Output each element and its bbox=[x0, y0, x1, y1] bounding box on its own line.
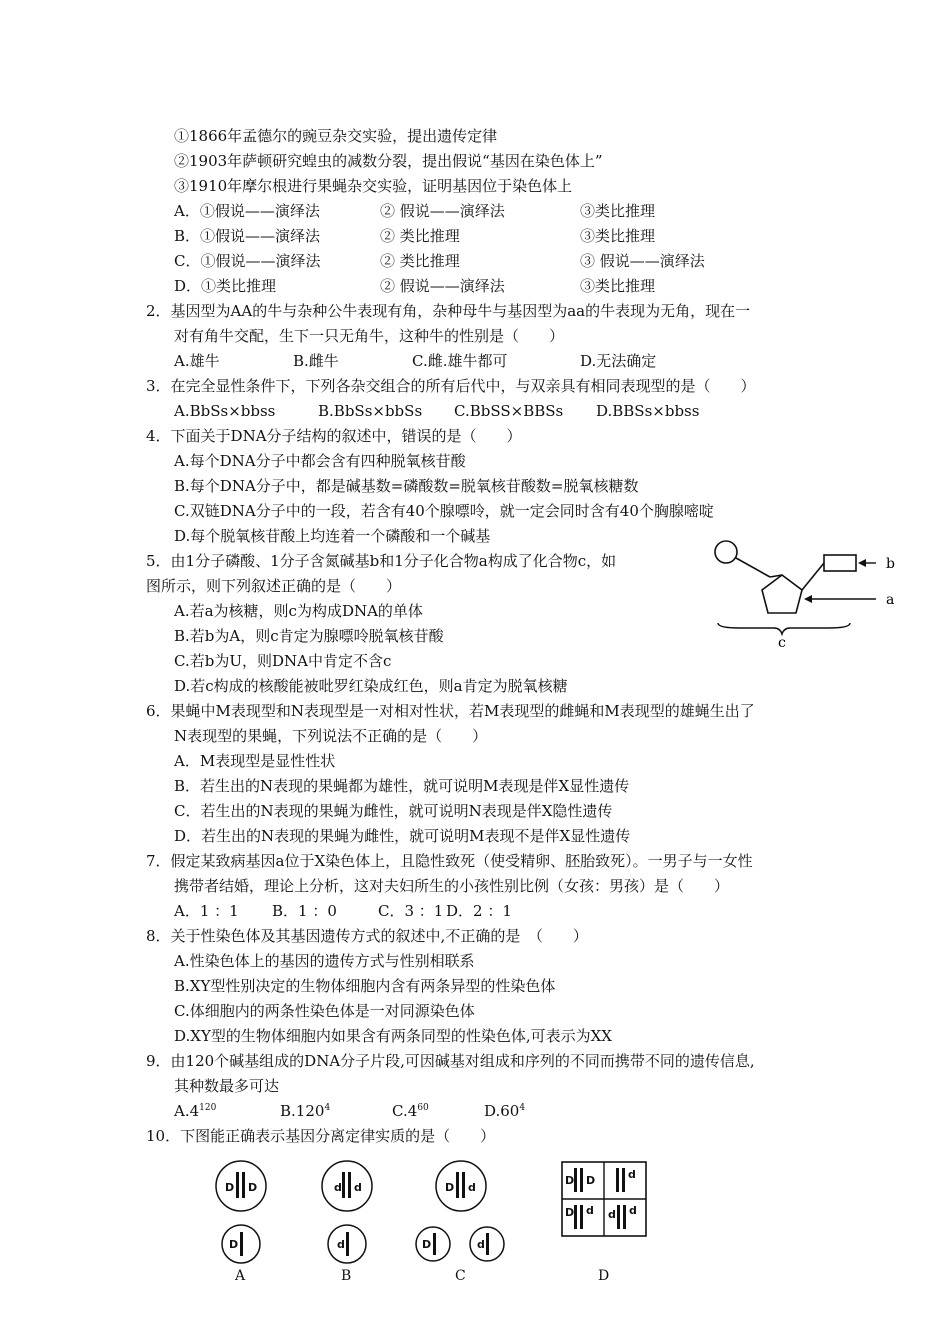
q8-option-d: D.XY型的生物体细胞内如果含有两条同型的性染色体,可表示为XX bbox=[174, 1027, 612, 1045]
q9-option-c: $C.4^{60}$ bbox=[392, 1102, 429, 1120]
q2-option-d: D.无法确定 bbox=[580, 352, 657, 370]
svg-text:d: d bbox=[628, 1168, 636, 1181]
q1-option-c-3: ③ 假说——演绎法 bbox=[580, 252, 705, 270]
q8-option-a: A.性染色体上的基因的遗传方式与性别相联系 bbox=[174, 952, 475, 970]
label-b: b bbox=[886, 556, 895, 572]
q1-option-d-3: ③类比推理 bbox=[580, 277, 656, 295]
svg-text:D: D bbox=[586, 1174, 596, 1187]
svg-text:d: d bbox=[337, 1238, 345, 1251]
q1-stem-3: ③1910年摩尔根进行果蝇杂交实验，证明基因位于染色体上 bbox=[174, 177, 573, 195]
q5-option-b: B.若b为A，则c肯定为腺嘌呤脱氧核苷酸 bbox=[174, 627, 444, 645]
q4-option-c: C.双链DNA分子中的一段，若含有40个腺嘌呤，就一定会同时含有40个胸腺嘧啶 bbox=[174, 502, 714, 520]
figure-c bbox=[416, 1161, 504, 1284]
figure-label-b: B bbox=[341, 1268, 352, 1284]
q5-option-d: D.若c构成的核酸能被吡罗红染成红色，则a肯定为脱氧核糖 bbox=[174, 677, 568, 695]
q3-option-d: D.BBSs×bbss bbox=[596, 402, 700, 420]
q9-option-a: $A.4^{120}$ bbox=[174, 1102, 217, 1120]
q4-option-b: B.每个DNA分子中，都是碱基数=磷酸数=脱氧核苷酸数=脱氧核糖数 bbox=[174, 477, 639, 495]
label-c: c bbox=[778, 635, 786, 650]
svg-text:D: D bbox=[565, 1174, 575, 1187]
q9-option-b: B.120$^4$ bbox=[280, 1102, 331, 1120]
q1-option-a-2: ② 假说——演绎法 bbox=[380, 202, 505, 220]
base-rectangle bbox=[824, 555, 856, 571]
figure-label-a: A bbox=[235, 1268, 246, 1284]
svg-text:D: D bbox=[422, 1238, 432, 1251]
q4-option-d: D.每个脱氧核苷酸上均连着一个磷酸和一个碱基 bbox=[174, 527, 491, 545]
arrow-b-head bbox=[858, 559, 866, 567]
q1-option-c-2: ② 类比推理 bbox=[380, 252, 460, 270]
q2-option-a: A.雄牛 bbox=[174, 352, 220, 370]
q2-option-c: C.雌.雄牛都可 bbox=[412, 352, 508, 370]
q6-option-c: C．若生出的N表现的果蝇为雌性，就可说明N表现是伴X隐性遗传 bbox=[174, 802, 613, 820]
q6-option-d: D．若生出的N表现的果蝇为雌性，就可说明M表现不是伴X显性遗传 bbox=[174, 827, 631, 845]
q1-option-a-1: A．①假说——演绎法 bbox=[174, 202, 320, 220]
q1-stem-2: ②1903年萨顿研究蝗虫的减数分裂，提出假说“基因在染色体上” bbox=[174, 152, 603, 170]
svg-text:d: d bbox=[354, 1181, 362, 1194]
q8-stem: 8．关于性染色体及其基因遗传方式的叙述中,不正确的是 （ ） bbox=[146, 927, 588, 945]
q4-stem: 4．下面关于DNA分子结构的叙述中，错误的是（ ） bbox=[146, 427, 522, 445]
figure-b bbox=[322, 1161, 372, 1284]
q8-option-c: C.体细胞内的两条性染色体是一对同源染色体 bbox=[174, 1002, 475, 1020]
q1-option-d-2: ② 假说——演绎法 bbox=[380, 277, 505, 295]
q7-stem-line-2: 携带者结婚，理论上分析，这对夫妇所生的小孩性别比例（女孩：男孩）是（ ） bbox=[174, 877, 730, 895]
q1-stem-1: ①1866年孟德尔的豌豆杂交实验，提出遗传定律 bbox=[174, 127, 498, 145]
svg-text:D: D bbox=[565, 1206, 575, 1219]
svg-text:d: d bbox=[477, 1238, 485, 1251]
q6-option-a: A．M表现型是显性性状 bbox=[174, 752, 336, 770]
q1-option-b-3: ③类比推理 bbox=[580, 227, 656, 245]
q5-stem-line-1: 5．由1分子磷酸、1分子含氮碱基b和1分子化合物a构成了化合物c，如 bbox=[146, 552, 617, 570]
q5-stem-line-2: 图所示，则下列叙述正确的是（ ） bbox=[146, 577, 402, 595]
q1-option-b-1: B．①假说——演绎法 bbox=[174, 227, 321, 245]
q9-stem-line-1: 9．由120个碱基组成的DNA分子片段,可因碱基对组成和序列的不同而携带不同的遗传信息, bbox=[146, 1052, 755, 1070]
q7-stem-line-1: 7．假定某致病基因a位于X染色体上，且隐性致死（使受精卵、胚胎致死）。一男子与一女性 bbox=[146, 852, 753, 870]
figure-label-c: C bbox=[455, 1268, 466, 1284]
nucleotide-diagram bbox=[700, 535, 910, 650]
cell-c-parent bbox=[436, 1161, 486, 1211]
figure-a bbox=[216, 1161, 266, 1284]
cell-b-parent bbox=[322, 1161, 372, 1211]
q6-option-b: B．若生出的N表现的果蝇都为雄性，就可说明M表现是伴X显性遗传 bbox=[174, 777, 630, 795]
q1-option-b-2: ② 类比推理 bbox=[380, 227, 460, 245]
q5-option-c: C.若b为U，则DNA中肯定不含c bbox=[174, 652, 392, 670]
q3-option-c: C.BbSS×BBSs bbox=[454, 402, 564, 420]
q9-stem-line-2: 其种数最多可达 bbox=[174, 1077, 280, 1095]
base-bond bbox=[802, 563, 824, 590]
q2-option-b: B.雌牛 bbox=[293, 352, 339, 370]
q3-option-b: B.BbSs×bbSs bbox=[318, 402, 423, 420]
brace-c bbox=[718, 623, 850, 634]
phosphate-circle bbox=[715, 541, 737, 563]
q7-option-b: B．1 ：0 bbox=[272, 902, 337, 920]
q7-option-c: C．3 ：1 bbox=[378, 902, 444, 920]
svg-text:D: D bbox=[248, 1181, 258, 1194]
svg-text:d: d bbox=[334, 1181, 342, 1194]
q9-option-d: $D.60^4$ bbox=[484, 1102, 526, 1120]
q6-stem-line-2: N表现型的果蝇，下列说法不正确的是（ ） bbox=[174, 727, 488, 745]
phosphate-bond bbox=[736, 558, 770, 577]
q1-option-a-3: ③类比推理 bbox=[580, 202, 656, 220]
cell-a-parent bbox=[216, 1161, 266, 1211]
q5-option-a: A.若a为核糖，则c为构成DNA的单体 bbox=[174, 602, 423, 620]
svg-text:D: D bbox=[445, 1181, 455, 1194]
svg-text:D: D bbox=[229, 1238, 239, 1251]
q6-stem-line-1: 6．果蝇中M表现型和N表现型是一对相对性状，若M表现型的雌蝇和M表现型的雄蝇生出了 bbox=[146, 702, 755, 720]
pentose-ring bbox=[762, 575, 802, 613]
q4-option-a: A.每个DNA分子中都会含有四种脱氧核苷酸 bbox=[174, 452, 466, 470]
q1-option-c-1: C．①假说——演绎法 bbox=[174, 252, 321, 270]
svg-text:d: d bbox=[608, 1208, 616, 1221]
svg-text:D: D bbox=[225, 1181, 235, 1194]
q8-option-b: B.XY型性别决定的生物体细胞内含有两条异型的性染色体 bbox=[174, 977, 556, 995]
svg-text:d: d bbox=[468, 1181, 476, 1194]
figure-d bbox=[562, 1162, 646, 1284]
figure-label-d: D bbox=[598, 1268, 610, 1284]
q2-stem-line-1: 2．基因型为AA的牛与杂种公牛表现有角，杂种母牛与基因型为aa的牛表现为无角，现在一 bbox=[146, 302, 751, 320]
q2-stem-line-2: 对有角牛交配，生下一只无角牛，这种牛的性别是（ ） bbox=[174, 327, 565, 345]
label-a: a bbox=[886, 592, 895, 608]
q7-option-d: D．2 ：1 bbox=[446, 902, 512, 920]
q7-option-a: A．1 ：1 bbox=[174, 902, 239, 920]
svg-text:d: d bbox=[629, 1204, 637, 1217]
q3-option-a: A.BbSs×bbss bbox=[174, 402, 276, 420]
q10-stem: 10．下图能正确表示基因分离定律实质的是（ ） bbox=[146, 1127, 496, 1145]
q1-option-d-1: D．①类比推理 bbox=[174, 277, 277, 295]
svg-text:d: d bbox=[586, 1204, 594, 1217]
q3-stem: 3．在完全显性条件下，下列各杂交组合的所有后代中，与双亲具有相同表现型的是（ ） bbox=[146, 377, 756, 395]
arrow-a-head bbox=[804, 595, 812, 603]
gene-segregation-figure bbox=[200, 1150, 670, 1290]
